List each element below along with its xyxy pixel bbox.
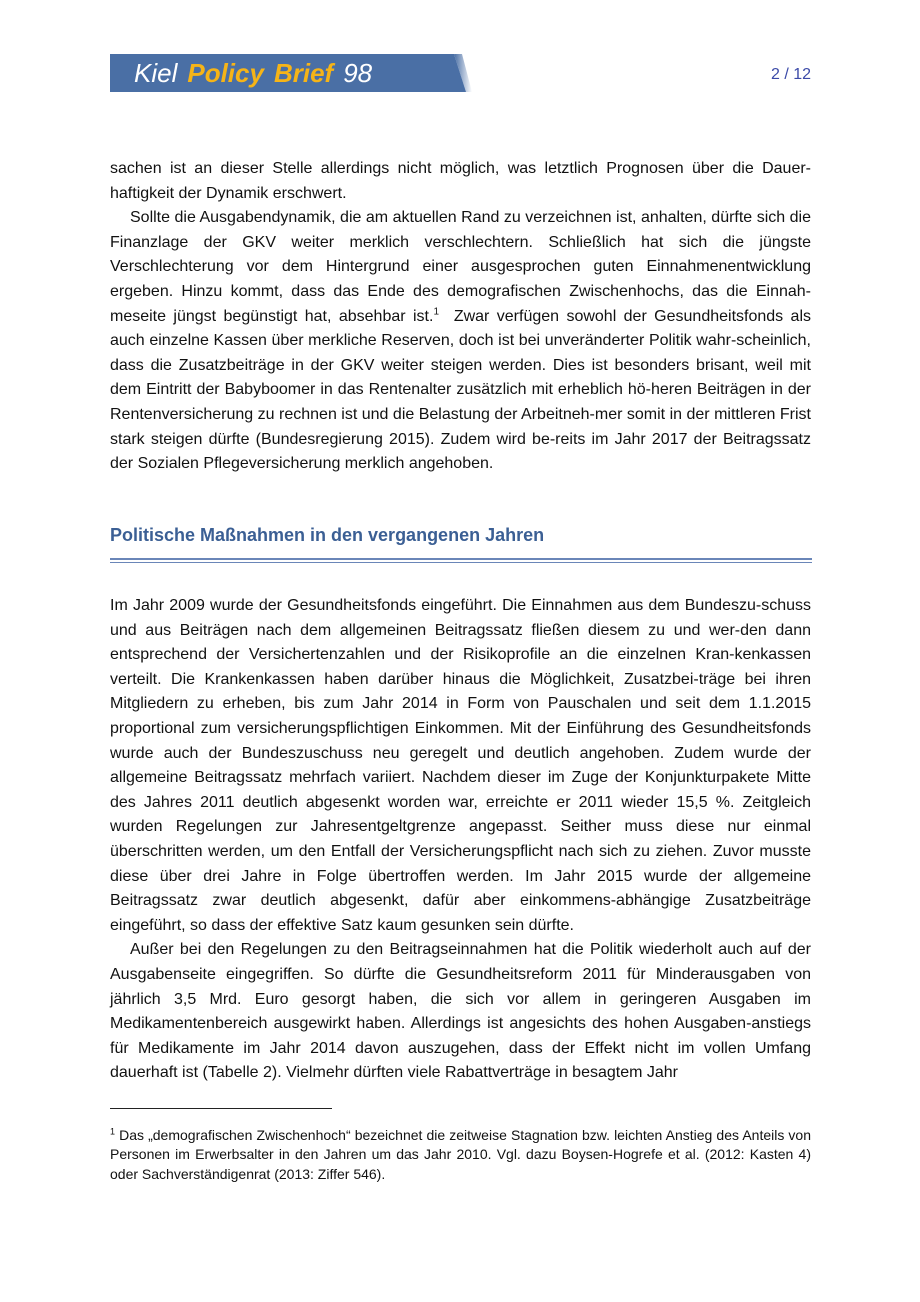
paragraph-continued: sachen ist an dieser Stelle allerdings nicht möglich, was letztlich Prognosen über die Dauer-haftigkeit der Dynamik erschwert. xyxy=(110,160,811,202)
footnote-number: 1 xyxy=(110,1126,116,1137)
paragraph-outlook-part2: Zwar verfügen sowohl der Gesundheitsfonds als auch einzelne Kassen über merkliche Reserven, doch ist bei unveränderter Politik wahr-scheinlich, dass die Zusatzbeiträge in der GKV weiter steigen werden. Dies ist besonders brisant, weil mit dem Eintritt der Babyboomer in das Rentenalter zusätzlich mit erheblich hö-heren Beiträgen in der Rentenversicherung zu rechnen ist und die Belastung der Arbeitneh-mer somit in der mittleren Frist stark steigen dürfte (Bundesregierung 2015). Zudem wird be-reits im Jahr 2017 der Beitragssatz der Sozialen Pflegeversicherung merklich angehoben. xyxy=(110,307,812,473)
footnote-reference[interactable]: 1 xyxy=(433,306,439,318)
page-number: 2 / 12 xyxy=(770,66,811,83)
heading-rule-thin xyxy=(110,562,812,563)
section-heading: Politische Maßnahmen in den vergangenen Jahren xyxy=(110,525,545,545)
banner-word-brief: Brief xyxy=(273,58,334,88)
footnote xyxy=(110,1126,811,1184)
banner-issue-number: 98 xyxy=(343,58,373,88)
banner-word-kiel: Kiel xyxy=(134,58,178,88)
body-text-section xyxy=(110,594,811,1086)
paragraph-outlook xyxy=(110,206,811,477)
banner-word-policy: Policy xyxy=(187,58,264,88)
footnote-separator xyxy=(110,1108,332,1109)
footnote-text: Das „demografischen Zwischenhoch“ bezeichnet die zeitweise Stagnation bzw. leichten Anstieg des Anteils von Personen im Erwerbsalter in den Jahren um das Jahr 2010. Vgl. dazu Boysen-Hogrefe et al. (2012: Kasten 4) oder Sachverständigenrat (2013: Ziffer 546). xyxy=(110,1127,811,1182)
body-text-top xyxy=(110,157,811,477)
paragraph-outlook-part1: Sollte die Ausgabendynamik, die am aktuellen Rand zu verzeichnen ist, anhalten, dürfte sich die Finanzlage der GKV weiter merklich verschlechtern. Schließlich hat sich die jüngste Verschlechterung vor dem Hintergrund einer ausgesprochen guten Einnahmenentwicklung ergeben. Hinzu kommt, dass das Ende des demografischen Zwischenhochs, das die Einnah-meseite jüngst begünstigt hat, absehbar ist. xyxy=(110,209,811,325)
paragraph-health-fund: Im Jahr 2009 wurde der Gesundheitsfonds eingeführt. Die Einnahmen aus dem Bundeszu-schuss und aus Beiträgen nach dem allgemeinen Beitragssatz fließen diesem zu und wer-den dann entsprechend der Versichertenzahlen und der Risikoprofile an die einzelnen Kran-kenkassen verteilt. Die Krankenkassen haben darüber hinaus die Möglichkeit, Zusatzbei-träge bei ihren Mitgliedern zu erheben, bis zum Jahr 2014 in Form von Pauschalen und seit dem 1.1.2015 proportional zum versicherungspflichtigen Einkommen. Mit der Einführung des Gesundheitsfonds wurde auch der Bundeszuschuss neu geregelt und deutlich angehoben. Zudem wurde der allgemeine Beitragssatz mehrfach variiert. Nachdem dieser im Zuge der Konjunkturpakete Mitte des Jahres 2011 deutlich abgesenkt worden war, erreichte er 2011 wieder 15,5 %. Zeitgleich wurden Regelungen zur Jahresentgeltgrenze angepasst. Seither muss diese nur einmal überschritten werden, um den Entfall der Versicherungspflicht nach sich zu ziehen. Zuvor musste diese über drei Jahre in Folge übertroffen werden. Im Jahr 2015 wurde der allgemeine Beitragssatz zwar deutlich abgesenkt, dafür aber einkommens-abhängige Zusatzbeiträge eingeführt, so dass der effektive Satz kaum gesunken sein dürfte. xyxy=(110,597,811,934)
publication-banner xyxy=(110,54,472,92)
paragraph-expenditure: Außer bei den Regelungen zu den Beitragseinnahmen hat die Politik wiederholt auch auf der Ausgabenseite eingegriffen. So dürfte die Gesundheitsreform 2011 für Minderausgaben von jährlich 3,5 Mrd. Euro gesorgt haben, die sich vor allem in geringeren Ausgaben im Medikamentenbereich ausgewirkt haben. Allerdings ist angesichts des hohen Ausgaben-anstiegs für Medikamente im Jahr 2014 davon auszugehen, dass der Effekt nicht im vollen Umfang dauerhaft ist (Tabelle 2). Vielmehr dürften viele Rabattverträge in besagtem Jahr xyxy=(110,941,811,1082)
heading-rule-thick xyxy=(110,558,812,560)
banner-title xyxy=(134,57,372,89)
